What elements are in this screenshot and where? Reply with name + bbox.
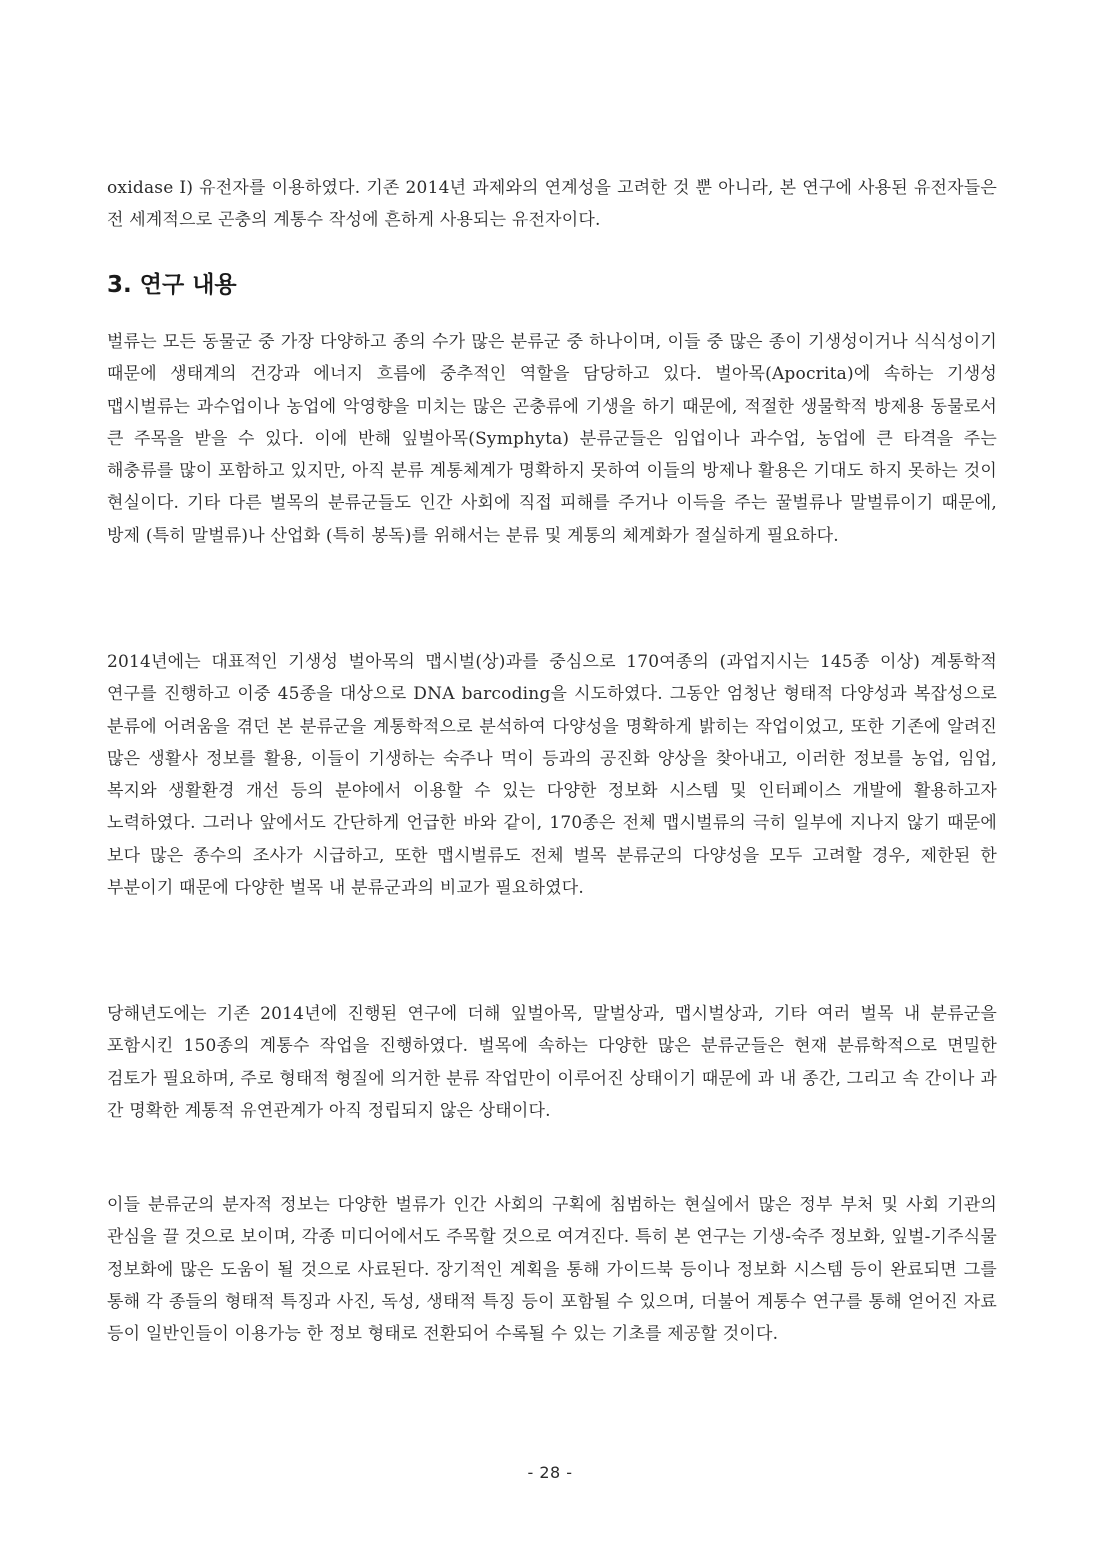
- page-number: - 28 -: [527, 1463, 573, 1482]
- body-paragraph-1: 벌류는 모든 동물군 중 가장 다양하고 종의 수가 많은 분류군 중 하나이며, 이들 중 많은 종이 기생성이거나 식식성이기 때문에 생태계의 건강과 에너지 흐름에 중추적인 역할을 담당하고 있다. 벌아목(Apocrita)에 속하는 기생성 맵시벌류는 과수업이나 농업에 악영향을 미치는 많은 곤충류에 기생을 하기 때문에, 적절한 생물학적 방제용 동물로서 큰 주목을 받을 수 있다. 이에 반해 잎벌아목(Symphyta) 분류군들은 임업이나 과수업, 농업에 큰 타격을 주는 해충류를 많이 포함하고 있지만, 아직 분류 계통체계가 명확하지 못하여 이들의 방제나 활용은 기대도 하지 못하는 것이 현실이다. 기타 다른 벌목의 분류군들도 인간 사회에 직접 피해를 주거나 이득을 주는 꿀벌류나 말벌류이기 때문에, 방제 (특히 말벌류)나 산업화 (특히 봉독)를 위해서는 분류 및 계통의 체계화가 절실하게 필요하다.: [107, 332, 997, 546]
- intro-paragraph: oxidase I) 유전자를 이용하였다. 기존 2014년 과제와의 연계성을 고려한 것 뿐 아니라, 본 연구에 사용된 유전자들은 전 세계적으로 곤충의 계통수 작성에 흔하게 사용되는 유전자이다.: [107, 178, 997, 231]
- body-paragraph-3: 당해년도에는 기존 2014년에 진행된 연구에 더해 잎벌아목, 말벌상과, 맵시벌상과, 기타 여러 벌목 내 분류군을 포함시킨 150종의 계통수 작업을 진행하였다. 벌목에 속하는 다양한 많은 분류군들은 현재 분류학적으로 면밀한 검토가 필요하며, 주로 형태적 형질에 의거한 분류 작업만이 이루어진 상태이기 때문에 과 내 종간, 그리고 속 간이나 과 간 명확한 계통적 유연관계가 아직 정립되지 않은 상태이다.: [107, 1004, 997, 1121]
- body-paragraph-4: 이들 분류군의 분자적 정보는 다양한 벌류가 인간 사회의 구획에 침범하는 현실에서 많은 정부 부처 및 사회 기관의 관심을 끌 것으로 보이며, 각종 미디어에서도 주목할 것으로 여겨진다. 특히 본 연구는 기생-숙주 정보화, 잎벌-기주식물 정보화에 많은 도움이 될 것으로 사료된다. 장기적인 계획을 통해 가이드북 등이나 정보화 시스템 등이 완료되면 그를 통해 각 종들의 형태적 특징과 사진, 독성, 생태적 특징 등이 포함될 수 있으며, 더불어 계통수 연구를 통해 얻어진 자료 등이 일반인들이 이용가능 한 정보 형태로 전환되어 수록될 수 있는 기초를 제공할 것이다.: [107, 1195, 997, 1345]
- body-paragraph-2: 2014년에는 대표적인 기생성 벌아목의 맵시벌(상)과를 중심으로 170여종의 (과업지시는 145종 이상) 계통학적 연구를 진행하고 이중 45종을 대상으로 DNA barcoding을 시도하였다. 그동안 엄청난 형태적 다양성과 복잡성으로 분류에 어려움을 겪던 본 분류군을 계통학적으로 분석하여 다양성을 명확하게 밝히는 작업이었고, 또한 기존에 알려진 많은 생활사 정보를 활용, 이들이 기생하는 숙주나 먹이 등과의 공진화 양상을 찾아내고, 이러한 정보를 농업, 임업, 복지와 생활환경 개선 등의 분야에서 이용할 수 있는 다양한 정보화 시스템 및 인터페이스 개발에 활용하고자 노력하였다. 그러나 앞에서도 간단하게 언급한 바와 같이, 170종은 전체 맵시벌류의 극히 일부에 지나지 않기 때문에 보다 많은 종수의 조사가 시급하고, 또한 맵시벌류도 전체 벌목 분류군의 다양성을 모두 고려할 경우, 제한된 한 부분이기 때문에 다양한 벌목 내 분류군과의 비교가 필요하였다.: [107, 652, 997, 899]
- section-heading: 3. 연구 내용: [107, 272, 237, 298]
